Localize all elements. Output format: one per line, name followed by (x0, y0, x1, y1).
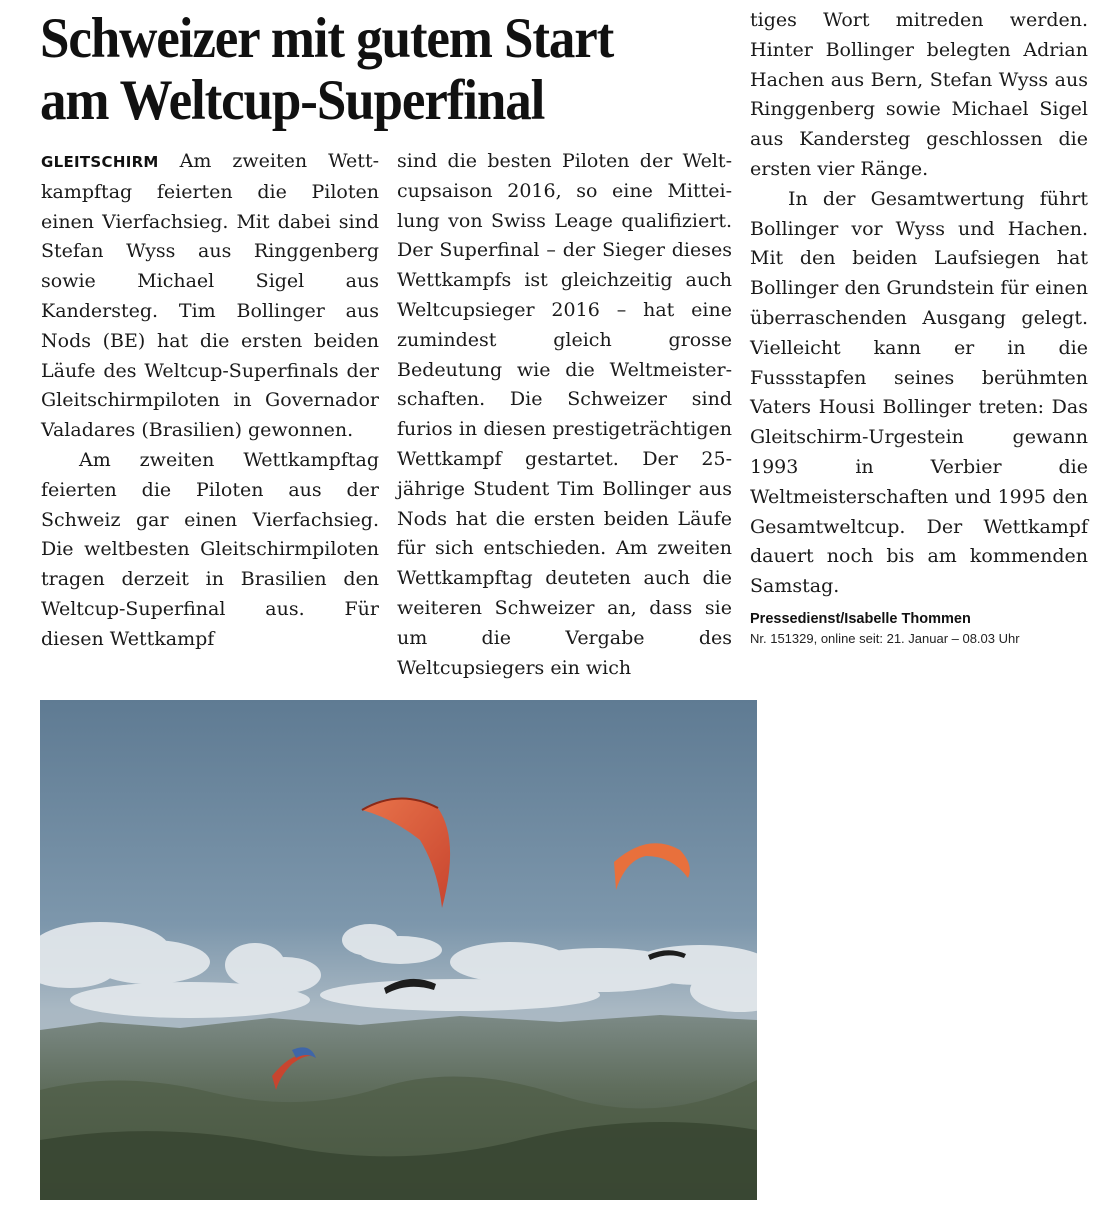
headline-line-2: am Weltcup-Superfinal (40, 69, 545, 132)
paragliders-photo (40, 700, 757, 1200)
paragraph: sind die besten Piloten der Weltcupsaison 2016, so eine Mitteilung von Swiss Leage qualifiziert. Der Superfinal – der Sieger dieses Wettkampfs ist gleichzeitig auch Weltcupsieger 2016 – hat eine zumindest gleich grosse Bedeutung wie die Weltmeisterschaften. Die Schweizer sind furios in diesen prestigeträchtigen Wettkampf gestartet. Der 25-jährige Student Tim Bollinger aus Nods hat die ersten beiden Läufe für sich entschieden. Am zweiten Wettkampftag deuteten auch die weiteren Schweizer an, dass sie um die Vergabe des Weltcupsiegers ein wich (397, 150, 732, 679)
photo-illustration (40, 700, 757, 1200)
paragraph: Am zweiten Wettkampftag feierten die Piloten aus der Schweiz gar einen Vierfachsieg. Die weltbesten Gleitschirmpiloten tragen derzeit in Brasilien den Weltcup-Superfinal aus. Für diesen Wettkampf (41, 448, 379, 650)
article-column-2 (397, 147, 732, 683)
paragraph: tiges Wort mitreden werden. Hinter Bollinger belegten Adrian Hachen aus Bern, Stefan Wyss aus Ringgenberg sowie Michael Sigel aus Kandersteg geschlossen die ersten vier Ränge. (750, 9, 1088, 180)
paragraph (41, 147, 379, 446)
byline: Pressedienst/Isabelle Thommen (750, 610, 971, 627)
article-column-3 (750, 6, 1088, 648)
section-kicker: GLEITSCHIRM (41, 153, 159, 171)
paragraph-text: Am zweiten Wettkampftag feierten die Piloten einen Vierfachsieg. Mit dabei sind Stefan Wyss aus Ringgenberg sowie Michael Sigel aus Kandersteg. Tim Bollinger aus Nods (BE) hat die ersten beiden Läufe des Weltcup-Superfinals der Gleitschirmpiloten in Governador Valadares (Brasilien) gewonnen. (41, 150, 379, 442)
article-meta: Nr. 151329, online seit: 21. Januar – 08.03 Uhr (750, 630, 1020, 646)
headline (40, 8, 691, 132)
article-column-1 (41, 147, 379, 655)
paragraph: In der Gesamtwertung führt Bollinger vor Wyss und Hachen. Mit den beiden Laufsiegen hat Bollinger den Grundstein für einen überraschenden Ausgang gelegt. Vielleicht kann er in die Fussstapfen seines berühmten Vaters Housi Bollinger treten: Das Gleitschirm-Urgestein gewann 1993 in Verbier die Weltmeisterschaften und 1995 den Gesamtweltcup. Der Wettkampf dauert noch bis am kommenden Samstag. (750, 187, 1088, 598)
headline-line-1: Schweizer mit gutem Start (40, 7, 614, 70)
